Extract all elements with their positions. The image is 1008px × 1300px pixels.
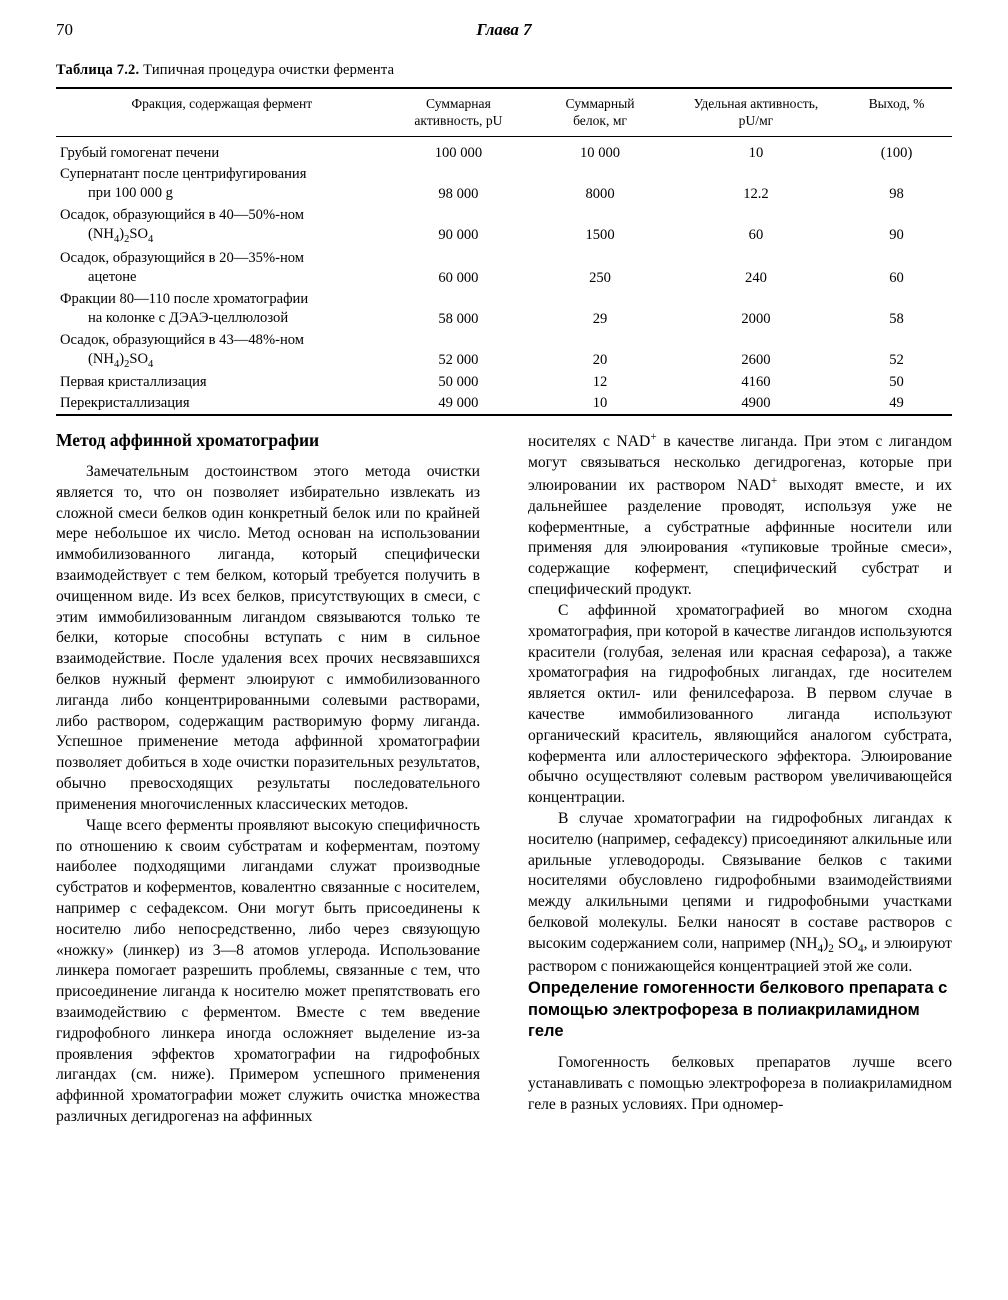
column-header-yield: Выход, % [841, 88, 952, 137]
cell-total-activity: 49 000 [438, 395, 479, 412]
cell-fraction: Грубый гомогенат печени [60, 145, 220, 162]
table-row [56, 393, 952, 415]
cell-specific-activity: 2000 [741, 310, 771, 327]
cell-specific-activity: 12.2 [743, 186, 769, 203]
running-title: Глава 7 [476, 20, 532, 39]
cell-total-activity: 60 000 [438, 269, 479, 286]
page-number: 70 [56, 20, 73, 39]
cell-specific-activity: 2600 [741, 351, 771, 368]
cell-total-protein: 20 [592, 351, 608, 368]
column-header-total-activity: Суммарная активность, pU [388, 88, 530, 137]
left-column [56, 430, 480, 1128]
cell-specific-activity: 10 [748, 145, 764, 162]
cell-yield: 49 [889, 395, 904, 412]
cell-fraction-line2: $(NH_4)_2SO_4$ [88, 350, 154, 370]
table-row [56, 248, 952, 289]
table-caption-number: Таблица 7.2. [56, 62, 140, 78]
cell-specific-activity: 240 [745, 269, 767, 286]
enzyme-purification-table [56, 87, 952, 422]
cell-yield: (100) [880, 145, 913, 162]
table-row [56, 330, 952, 373]
cell-yield: 50 [889, 374, 904, 391]
cell-total-activity: 50 000 [438, 374, 479, 391]
cell-fraction-line2: $(NH_4)_2SO_4$ [88, 226, 154, 245]
cell-fraction: Супернатант после центрифугирования при 100 000 g [56, 164, 388, 205]
table-row [56, 372, 952, 393]
cell-total-protein: 12 [592, 374, 608, 391]
column-header-fraction: Фракция, содержащая фермент [56, 88, 388, 137]
paragraph: С аффинной хроматографией во многом сходна хроматография, при которой в качестве лигандов используются красители (голубая, зеленая или красная сефароза), а также хроматография на гидрофобных лигандах, где носителем является октил- или фенилсефароза. В первом случае в качестве иммобилизованного лиганда используют органический краситель, являющийся аналогом субстрата, кофермента или аллостерического эффектора. Элюирование обычно осуществляют солевым раствором увеличивающейся концентрации. [528, 601, 952, 807]
table-block [56, 62, 952, 422]
cell-total-activity: 98 000 [438, 186, 479, 203]
cell-fraction-line2: на колонке с ДЭАЭ-целлюлозой [88, 309, 289, 326]
cell-total-protein: 250 [589, 269, 611, 286]
section-heading-affinity: Метод аффинной хроматографии [56, 430, 320, 450]
table-row [56, 205, 952, 248]
paragraph: В случае хроматографии на гидрофобных лигандах к носителю (например, сефадексу) присоединяют алкильные или арильные углеводороды. Связывание белков с такими носителями обусловлено гидрофобными взаимодействиями между алкильными цепями и гидрофобными участками белковой молекулы. Белки наносят в составе растворов с высоким содержанием соли, например $(NH_4)_2$ $SO_4$, и элюируют раствором с понижающейся концентрацией этой же соли. [528, 810, 952, 975]
table-head [56, 88, 952, 143]
section-heading-electrophoresis: Определение гомогенности белкового препарата с помощью электрофореза в полиакриламидном геле [528, 978, 948, 1041]
cell-fraction: Перекристаллизация [60, 395, 190, 412]
cell-total-protein: 10 [592, 395, 608, 412]
page-header [56, 20, 952, 44]
paragraph: Замечательным достоинством этого метода очистки является то, что он позволяет избирательно извлекать из сложной смеси белков один конкретный белок или по крайней мере небольшое их число. Метод основан на использовании иммобилизованного лиганда, который специфически взаимодействует с тем белком, который требуется получить в очищенном виде. Из всех белков, присутствующих в смеси, с этим иммобилизованным лигандом связываются только те белки, которые способны вступать с ним в сильное взаимодействие. После удаления всех прочих несвязавшихся белков нужный фермент элюируют с иммобилизованного лиганда либо концентрированными солевыми растворами, либо раствором, содержащим растворимую форму лиганда. Успешное применение метода аффинной хроматографии позволяет добиться в ходе очистки поразительных результатов, обычно превосходящих результаты последовательного применения многочисленных классических методов. [56, 462, 480, 813]
cell-fraction: Первая кристаллизация [60, 374, 207, 391]
table-body [56, 143, 952, 422]
paragraph: Чаще всего ферменты проявляют высокую специфичность по отношению к своим субстратам и коферментам, поэтому наиболее подходящими лигандами служат производные субстратов и коферментов, ковалентно связанные с носителем, например с сефадексом. Они могут быть присоединены к носителю либо непосредственно, либо через связующую «ножку» (линкер) из 3—8 атомов углерода. Использование линкера помогает разрешить проблемы, связанные с тем, что присоединение лиганда к носителю может препятствовать его взаимодействию с ферментом. Вместе с тем введение гидрофобного линкера иногда осложняет выделение из-за проявления эффектов хроматографии на гидрофобных лигандах (см. ниже). Примером успешного применения аффинной хроматографии может служить очистка множества различных дегидрогеназ на аффинных [56, 816, 480, 1126]
cell-fraction-line2: ацетоне [88, 268, 137, 285]
cell-fraction: Осадок, образующийся в 43—48%-ном $(NH_4)_2SO_4$ [56, 330, 388, 373]
cell-total-activity: 100 000 [434, 145, 483, 162]
cell-yield: 58 [889, 310, 904, 327]
cell-yield: 52 [889, 351, 904, 368]
right-column [528, 430, 952, 1116]
cell-total-protein: 8000 [585, 186, 615, 203]
cell-yield: 90 [889, 227, 904, 244]
cell-total-activity: 52 000 [438, 351, 479, 368]
cell-yield: 98 [889, 186, 904, 203]
cell-total-protein: 1500 [585, 227, 615, 244]
table-row [56, 289, 952, 330]
cell-fraction-line2: при 100 000 g [88, 185, 173, 202]
table-row [56, 143, 952, 164]
column-header-specific-activity: Удельная активность, pU/мг [671, 88, 841, 137]
table-header-row [56, 88, 952, 137]
cell-fraction: Фракции 80—110 после хроматографии на колонке с ДЭАЭ-целлюлозой [56, 289, 388, 330]
table-row [56, 164, 952, 205]
cell-yield: 60 [889, 269, 904, 286]
cell-total-activity: 58 000 [438, 310, 479, 327]
paragraph: Гомогенность белковых препаратов лучше всего устанавливать с помощью электрофореза в полиакриламидном геле в разных условиях. При одномер- [528, 1054, 952, 1113]
cell-fraction: Осадок, образующийся в 40—50%-ном $(NH_4)_2SO_4$ [56, 205, 388, 248]
table-bottom-rule [56, 415, 952, 422]
table-caption-text: Типичная процедура очистки фермента [139, 62, 395, 78]
cell-total-activity: 90 000 [438, 227, 479, 244]
column-header-total-protein: Суммарный белок, мг [529, 88, 671, 137]
table-caption [56, 62, 952, 79]
cell-total-protein: 10 000 [579, 145, 621, 162]
cell-specific-activity: 4160 [741, 374, 771, 391]
cell-specific-activity: 60 [748, 227, 764, 244]
body-columns [56, 430, 952, 1280]
cell-fraction: Осадок, образующийся в 20—35%-ном ацетоне [56, 248, 388, 289]
paragraph: носителях с NAD+ в качестве лиганда. При этом с лигандом могут связываться несколько дегидрогеназ, которые при элюировании их раствором NAD+ выходят вместе, и их дальнейшее разделение проводят, используя уже не коферментные, а субстратные аффинные носители или применяя для элюирования «тупиковые тройные смеси», содержащие кофермент, специфический субстрат и специфический продукт. [528, 431, 953, 599]
cell-total-protein: 29 [592, 310, 608, 327]
cell-specific-activity: 4900 [741, 395, 771, 412]
